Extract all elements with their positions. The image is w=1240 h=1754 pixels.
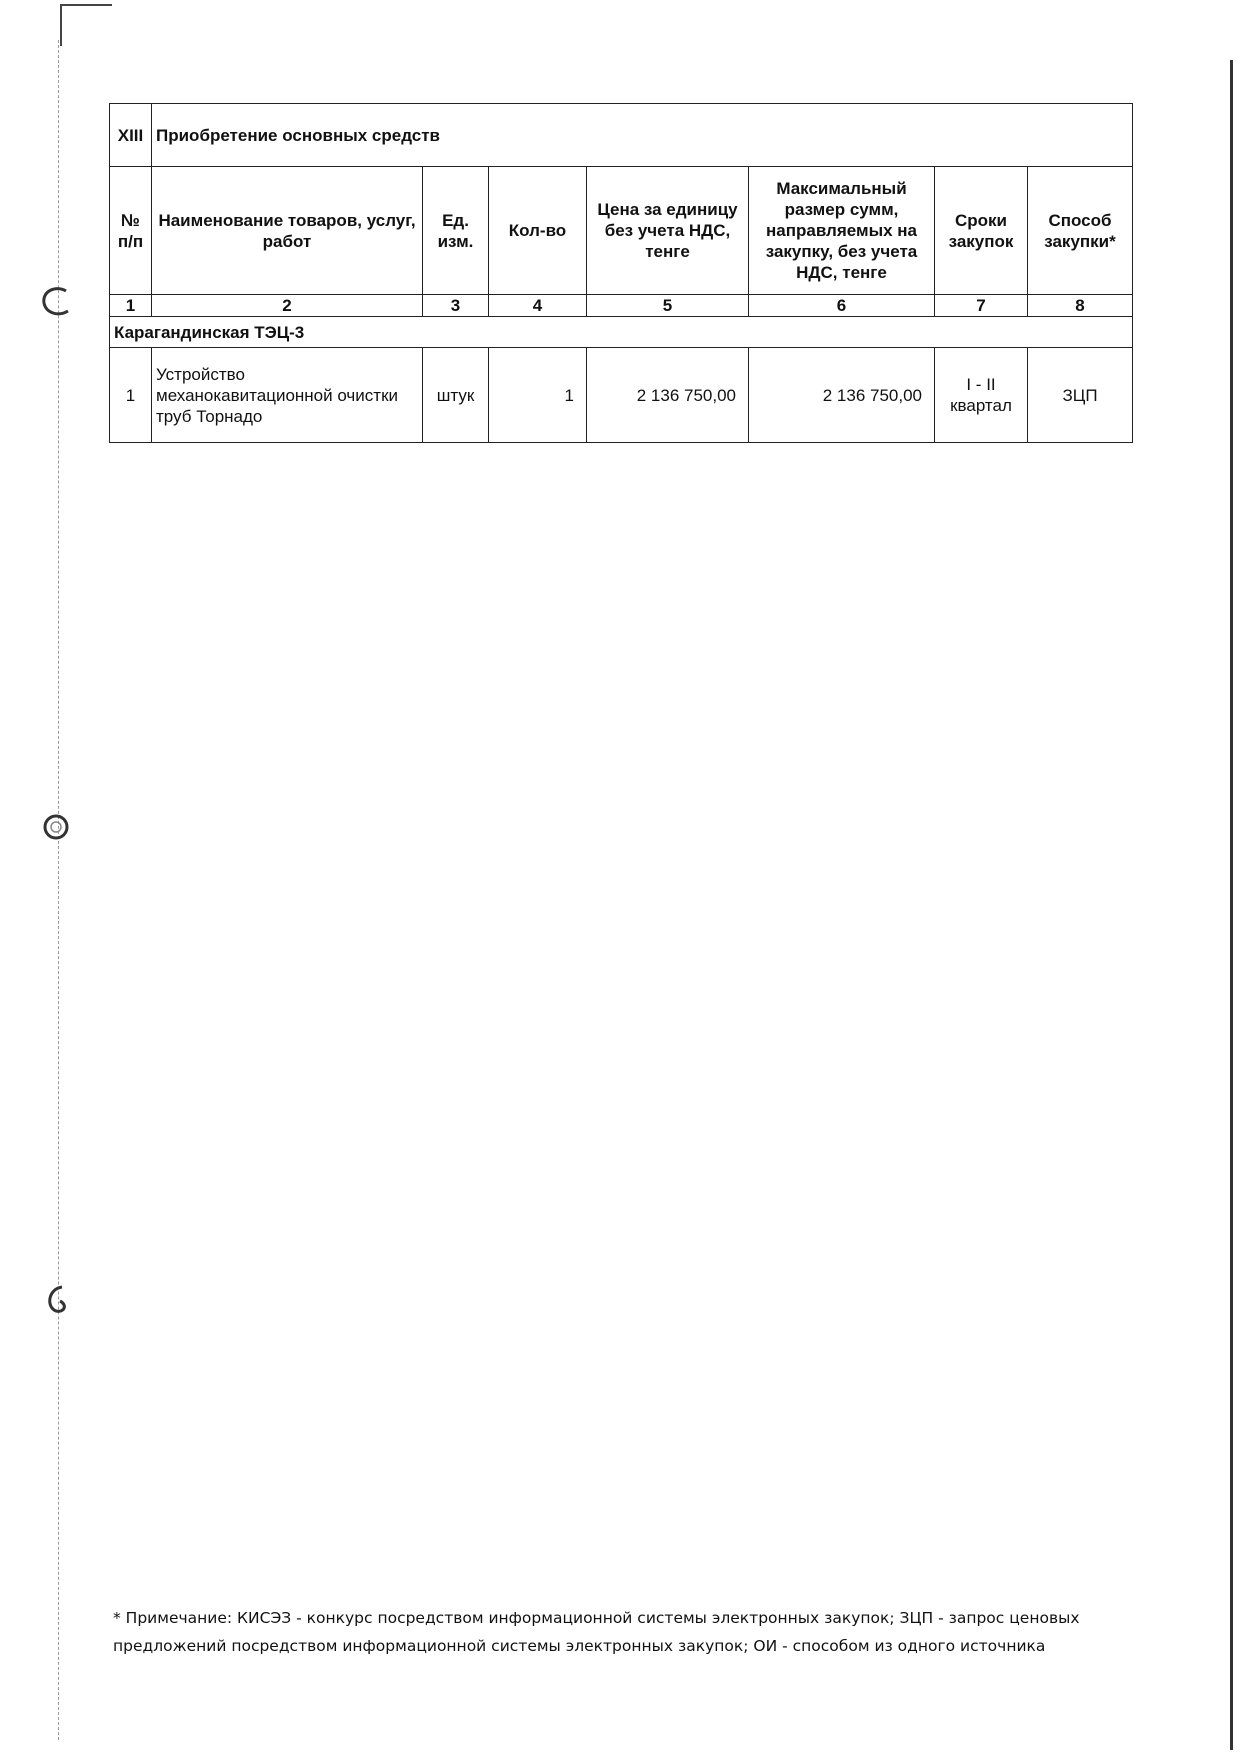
column-number-row [110, 295, 1133, 317]
col-header-price: Цена за единицу без учета НДС, тенге [587, 167, 749, 295]
group-label: Карагандинская ТЭЦ-3 [110, 317, 1133, 348]
procurement-table [109, 103, 1133, 443]
col-header-no: № п/п [110, 167, 152, 295]
row-max-sum: 2 136 750,00 [749, 348, 935, 443]
col-header-name: Наименование товаров, услуг, работ [152, 167, 423, 295]
punch-hole-icon [38, 1283, 74, 1317]
section-title: Приобретение основных средств [152, 104, 1133, 167]
col-header-max-sum: Максимальный размер сумм, направляемых на закупку, без учета НДС, тенге [749, 167, 935, 295]
section-row [110, 104, 1133, 167]
col-header-unit: Ед. изм. [423, 167, 489, 295]
scan-corner-mark [60, 4, 112, 46]
row-unit: штук [423, 348, 489, 443]
section-number: XIII [110, 104, 152, 167]
table-row [110, 348, 1133, 443]
col-number: 1 [110, 295, 152, 317]
row-qty: 1 [489, 348, 587, 443]
col-number: 3 [423, 295, 489, 317]
col-header-qty: Кол-во [489, 167, 587, 295]
header-row [110, 167, 1133, 295]
col-number: 2 [152, 295, 423, 317]
col-header-method: Способ закупки* [1028, 167, 1133, 295]
punch-hole-icon [38, 285, 74, 319]
col-number: 8 [1028, 295, 1133, 317]
row-name: Устройство механокавитационной очистки труб Торнадо [152, 348, 423, 443]
footnote: * Примечание: КИСЭЗ - конкурс посредством информационной системы электронных закупок; ЗЦП - запрос ценовых предложений посредством информационной системы электронных закупок; ОИ - способом из одного источника [113, 1609, 1080, 1655]
col-number: 4 [489, 295, 587, 317]
group-row [110, 317, 1133, 348]
row-no: 1 [110, 348, 152, 443]
col-number: 6 [749, 295, 935, 317]
row-period: I - II квартал [935, 348, 1028, 443]
punch-hole-icon [38, 810, 74, 844]
col-number: 5 [587, 295, 749, 317]
col-header-period: Сроки закупок [935, 167, 1028, 295]
page-right-edge [1230, 60, 1233, 1750]
row-price: 2 136 750,00 [587, 348, 749, 443]
row-method: ЗЦП [1028, 348, 1133, 443]
col-number: 7 [935, 295, 1028, 317]
